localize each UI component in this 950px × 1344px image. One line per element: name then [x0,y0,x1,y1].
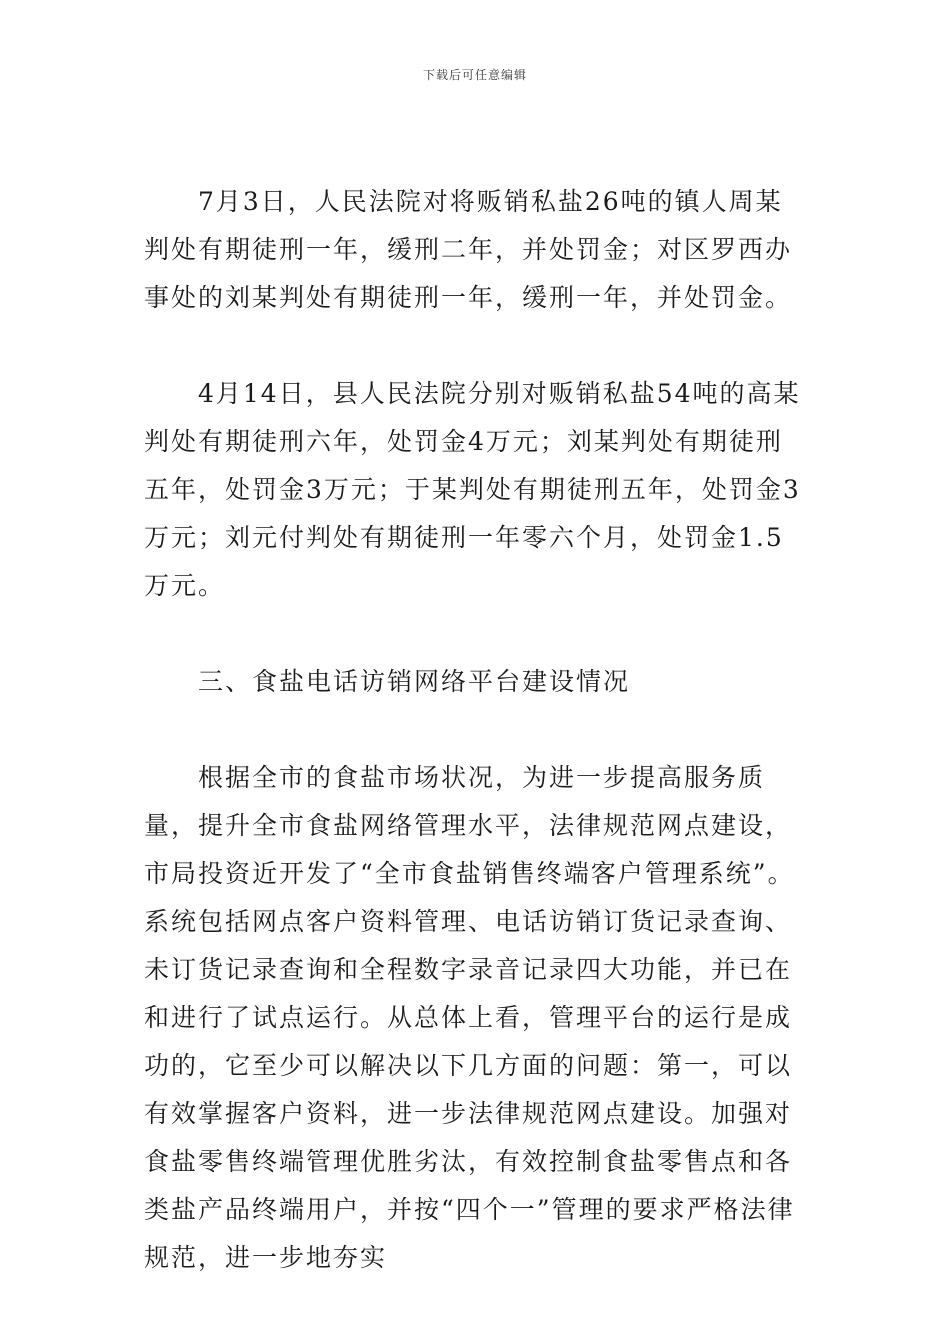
paragraph-court-ruling-july: 7月3日，人民法院对将贩销私盐26吨的镇人周某判处有期徒刑一年，缓刑二年，并处罚金；对区罗西办事处的刘某判处有期徒刑一年，缓刑一年，并处罚金。 [144,187,793,312]
paragraph-court-ruling-april: 4月14日，县人民法院分别对贩销私盐54吨的高某判处有期徒刑六年，处罚金4万元；刘某判处有期徒刑五年，处罚金3万元；于某判处有期徒刑五年，处罚金3万元；刘元付判处有期徒刑一年零六个月，处罚金1.5万元。 [144,379,801,600]
paragraph-platform-description: 根据全市的食盐市场状况，为进一步提高服务质量，提升全市食盐网络管理水平，法律规范网点建设，市局投资近开发了“全市食盐销售终端客户管理系统”。系统包括网点客户资料管理、电话访销订货记录查询、未订货记录查询和全程数字录音记录四大功能，并已在和进行了试点运行。从总体上看，管理平台的运行是成功的，它至少可以解决以下几方面的问题：第一，可以有效掌握客户资料，进一步法律规范网点建设。加强对食盐零售终端管理优胜劣汰，有效控制食盐零售点和各类盐产品终端用户，并按“四个一”管理的要求严格法律规范，进一步地夯实 [144,763,795,1272]
section-heading: 三、食盐电话访销网络平台建设情况 [198,667,631,696]
document-body [144,178,808,1282]
page-header: 下载后可任意编辑 [422,68,527,82]
paragraph-spacer [144,706,808,754]
paragraph-spacer [144,322,808,370]
paragraph-spacer [144,610,808,658]
